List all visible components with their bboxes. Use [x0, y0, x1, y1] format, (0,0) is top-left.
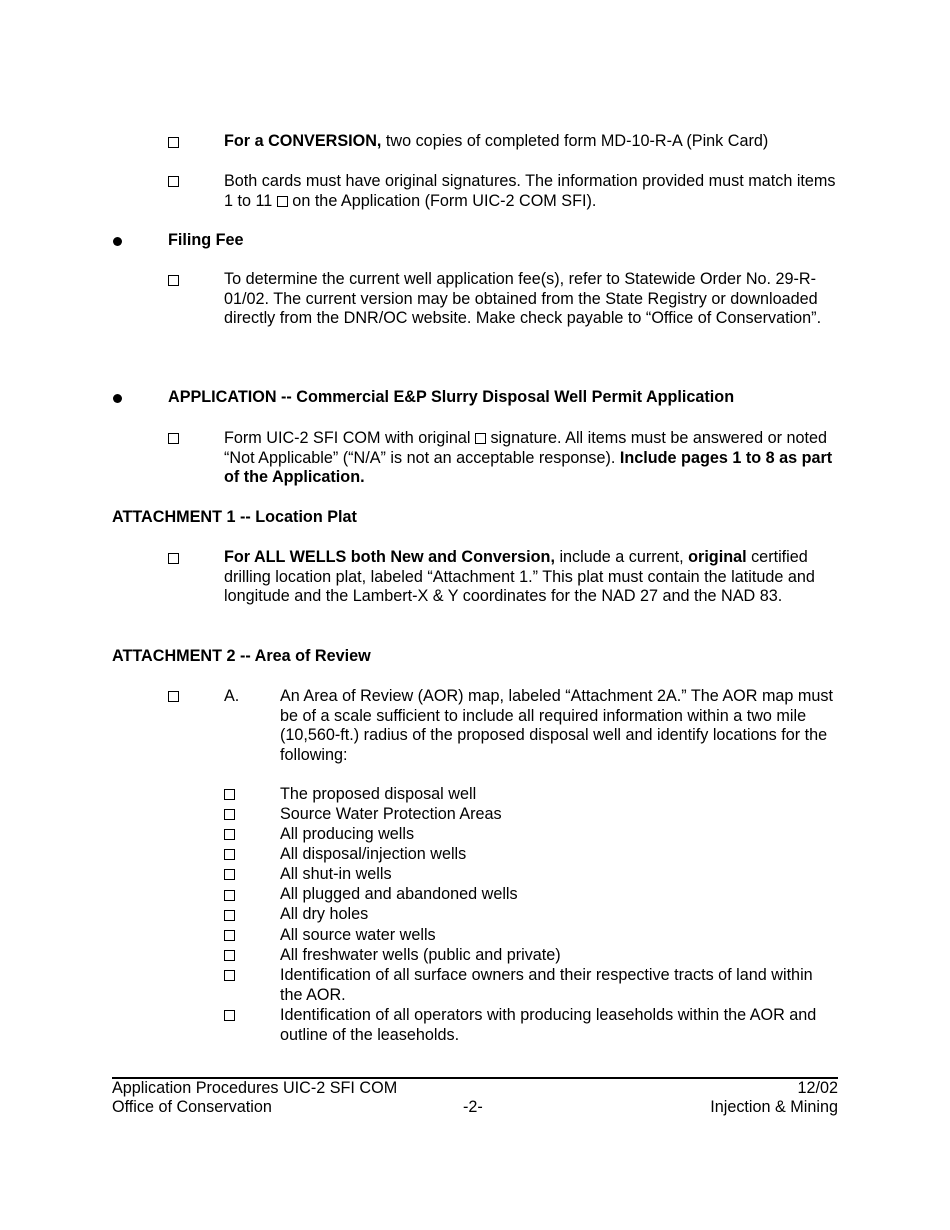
attachment-2a-letter: A.	[224, 687, 240, 705]
aor-item: All dry holes	[280, 905, 369, 923]
footer-date: 12/02	[797, 1079, 838, 1097]
checkbox-conversion[interactable]	[168, 137, 179, 148]
checkbox-aor-item[interactable]	[224, 849, 235, 860]
filing-fee-heading: Filing Fee	[168, 231, 244, 249]
checkbox-aor-item[interactable]	[224, 930, 235, 941]
application-bold: Include pages 1 to 8 as part of the Application.	[224, 448, 833, 487]
aor-item: Source Water Protection Areas	[280, 805, 502, 823]
bullet-filing-fee	[113, 237, 122, 246]
attachment-1-text-1: include a current,	[554, 548, 689, 566]
checkbox-attachment-1[interactable]	[168, 553, 179, 564]
inline-checkbox-items[interactable]	[277, 196, 288, 207]
application-heading: APPLICATION -- Commercial E&P Slurry Disposal Well Permit Application	[168, 388, 735, 406]
checkbox-filing-fee[interactable]	[168, 275, 179, 286]
checkbox-application[interactable]	[168, 433, 179, 444]
aor-item: All disposal/injection wells	[280, 845, 467, 863]
aor-item: Identification of all operators with producing leaseholds within the AOR and outline of the leaseholds.	[280, 1006, 817, 1044]
signatures-text-2: on the Application (Form UIC-2 COM SFI).	[287, 191, 597, 210]
conversion-text: two copies of completed form MD-10-R-A (Pink Card)	[381, 132, 769, 150]
aor-item: All freshwater wells (public and private)	[280, 946, 561, 964]
attachment-1-bold-1: For ALL WELLS both New and Conversion,	[224, 548, 555, 566]
checkbox-aor-item[interactable]	[224, 829, 235, 840]
attachment-2-heading: ATTACHMENT 2 -- Area of Review	[112, 647, 371, 665]
checkbox-signatures[interactable]	[168, 176, 179, 187]
footer-left-line-2: Office of Conservation	[112, 1098, 272, 1116]
checkbox-aor-item[interactable]	[224, 970, 235, 981]
attachment-1-item	[224, 548, 846, 607]
checkbox-aor-item[interactable]	[224, 1010, 235, 1021]
attachment-1-text-2: certified drilling location plat, labeled “Attachment 1.” This plat must contain the latitude and longitude and the Lambert-X & Y coordinates for the NAD 27 and the NAD 83.	[224, 548, 815, 606]
footer-left-line-1: Application Procedures UIC-2 SFI COM	[112, 1079, 398, 1097]
application-item	[224, 429, 834, 488]
filing-fee-text: To determine the current well application fee(s), refer to Statewide Order No. 29-R-01/02. The current version may be obtained from the State Registry or downloaded directly from the DNR/OC website. Make check payable to “Office of Conservation”.	[224, 270, 822, 328]
aor-item: All producing wells	[280, 825, 415, 843]
signatures-item	[224, 172, 842, 211]
checkbox-aor-item[interactable]	[224, 910, 235, 921]
aor-item: All plugged and abandoned wells	[280, 885, 518, 903]
conversion-item	[224, 132, 844, 152]
checkbox-aor-item[interactable]	[224, 789, 235, 800]
aor-item: Identification of all surface owners and their respective tracts of land within the AOR.	[280, 966, 813, 1004]
bullet-application	[113, 394, 122, 403]
footer-page-number: -2-	[463, 1098, 483, 1116]
checkbox-aor-item[interactable]	[224, 869, 235, 880]
aor-item: The proposed disposal well	[280, 785, 477, 803]
aor-item: All shut-in wells	[280, 865, 392, 883]
footer-division: Injection & Mining	[710, 1098, 838, 1116]
checkbox-aor-item[interactable]	[224, 809, 235, 820]
aor-item: All source water wells	[280, 926, 436, 944]
attachment-2a-text: An Area of Review (AOR) map, labeled “Attachment 2A.” The AOR map must be of a scale sufficient to include all required information within a two mile (10,560-ft.) radius of the proposed disposal well and identify locations for the following:	[280, 687, 834, 764]
checkbox-aor-item[interactable]	[224, 890, 235, 901]
signatures-text-1: Both cards must have original signatures. The information provided must match items 1 to 11	[224, 172, 836, 210]
attachment-1-heading: ATTACHMENT 1 -- Location Plat	[112, 508, 357, 526]
conversion-bold: For a CONVERSION,	[224, 132, 382, 150]
inline-checkbox-signature[interactable]	[475, 433, 486, 444]
application-text-1: Form UIC-2 SFI COM with original	[224, 429, 475, 447]
attachment-1-bold-2: original	[688, 548, 747, 566]
checkbox-aor-item[interactable]	[224, 950, 235, 961]
application-text-2: signature. All items must be answered or noted “Not Applicable” (“N/A” is not an acceptable response).	[224, 429, 827, 467]
checkbox-attachment-2a[interactable]	[168, 691, 179, 702]
